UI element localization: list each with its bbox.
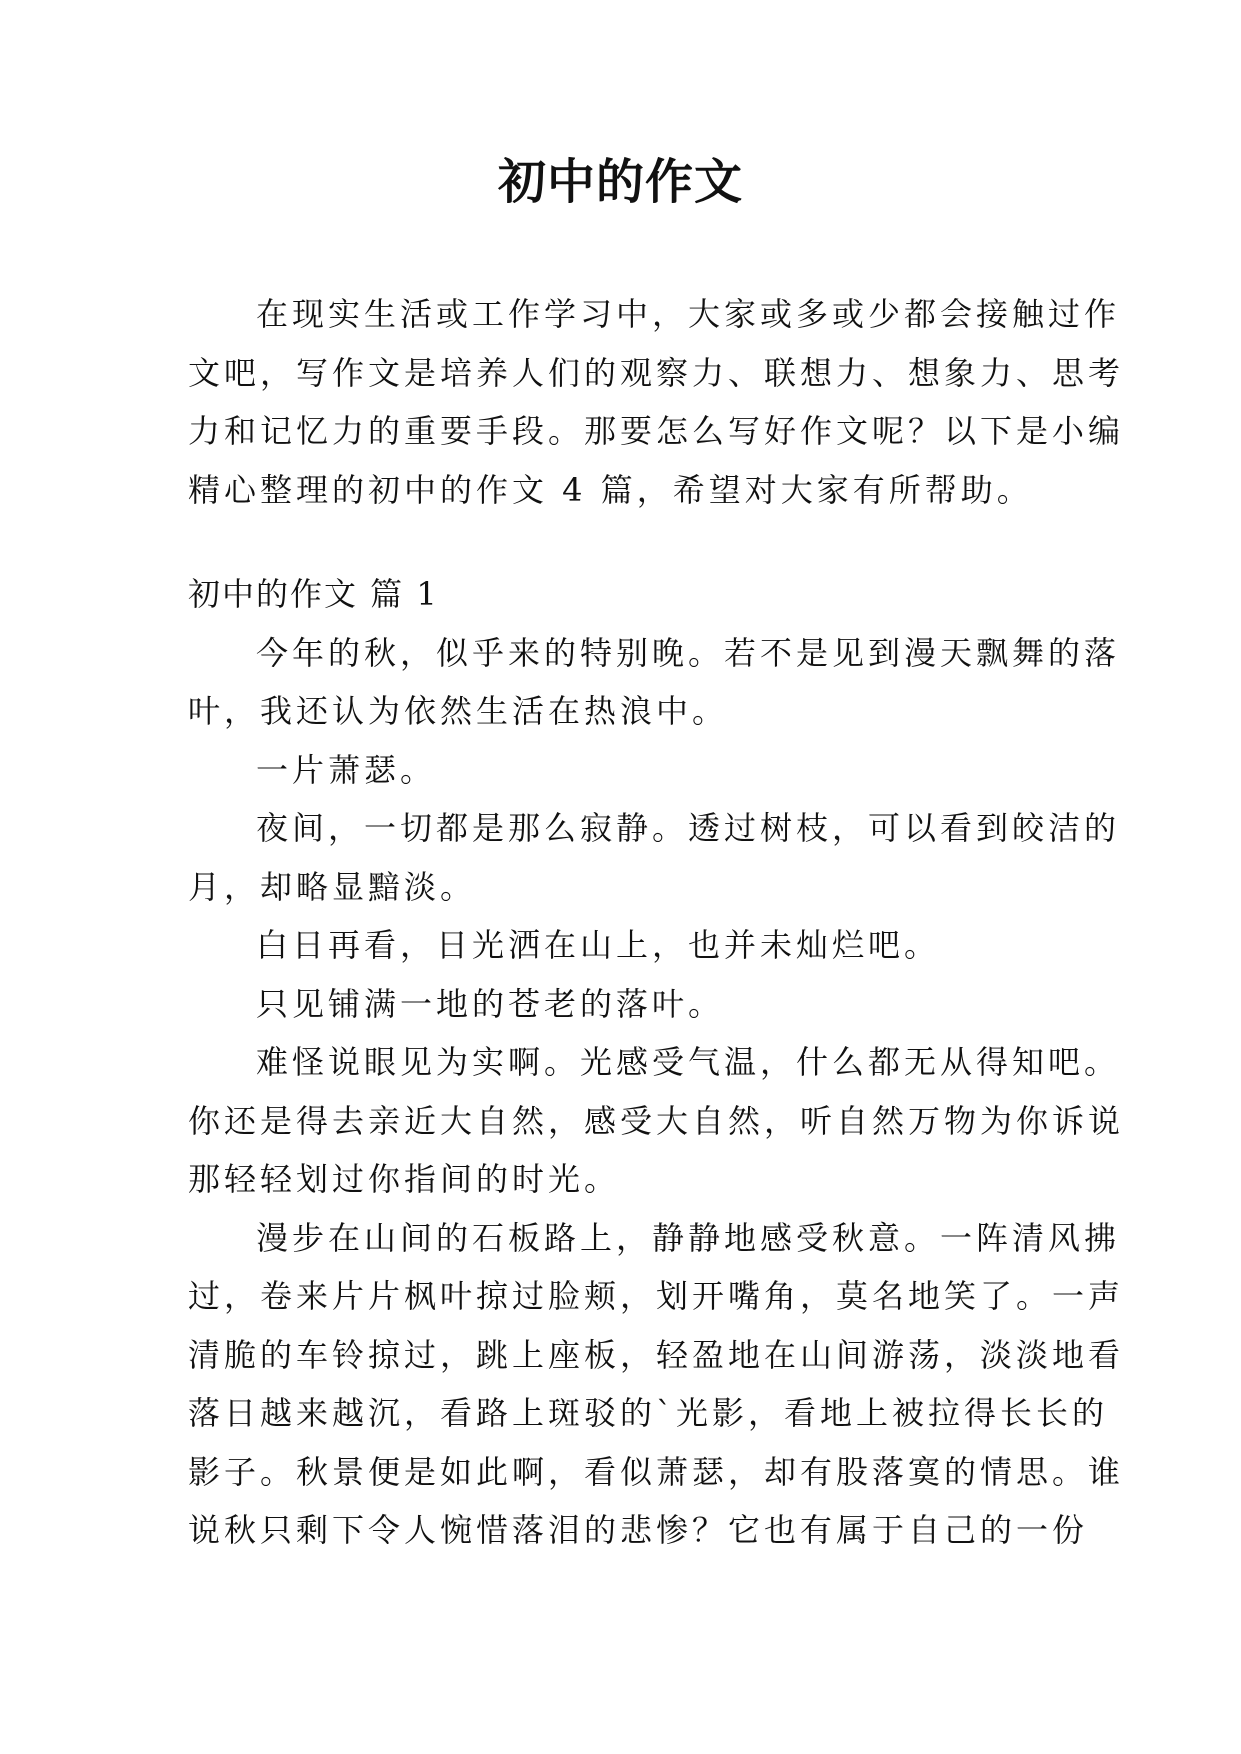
paragraph [188,916,1058,975]
paragraph-line: 落日越来越沉，看路上斑驳的`光影，看地上被拉得长长的 [188,1394,1109,1432]
paragraph-line: 在现实生活或工作学习中，大家或多或少都会接触过作 [256,295,1121,333]
paragraph-line: 影子。秋景便是如此啊，看似萧瑟，却有股落寞的情思。谁 [188,1452,1125,1491]
paragraph-line: 你还是得去亲近大自然，感受大自然，听自然万物为你诉说 [188,1101,1125,1140]
paragraph [188,741,1058,800]
paragraph-line: 过，卷来片片枫叶掠过脸颊，划开嘴角，莫名地笑了。一声 [188,1277,1125,1315]
paragraph [188,799,1121,916]
paragraph-line: 叶，我还认为依然生活在热浪中。 [188,692,729,730]
paragraph-line: 夜间，一切都是那么寂静。透过树枝，可以看到皎洁的 [256,809,1121,847]
paragraph-line: 一片萧瑟。 [256,750,437,789]
paragraph-line: 白日再看，日光洒在山上，也并未灿烂吧。 [256,926,941,964]
paragraph [188,1209,1125,1560]
paragraph [188,975,1058,1034]
paragraph-line: 说秋只剩下令人惋惜落泪的悲惨？它也有属于自己的一份 [188,1511,1089,1549]
paragraph-line: 力和记忆力的重要手段。那要怎么写好作文呢？以下是小编 [188,412,1125,450]
paragraph-line: 只见铺满一地的苍老的落叶。 [256,984,725,1023]
paragraph-line: 文吧，写作文是培养人们的观察力、联想力、想象力、思考 [188,353,1125,392]
paragraph-line: 难怪说眼见为实啊。光感受气温，什么都无从得知吧。 [256,1043,1121,1081]
paragraph-line: 漫步在山间的石板路上，静静地感受秋意。一阵清风拂 [256,1218,1121,1257]
intro-paragraph [188,285,1125,519]
section-heading: 初中的作文 篇 1 [188,575,439,613]
document-body [188,285,1125,1560]
document-title: 初中的作文 [497,154,743,210]
paragraph-line: 今年的秋，似乎来的特别晚。若不是见到漫天飘舞的落 [256,633,1121,672]
spacer [188,519,1058,565]
paragraph-line: 月，却略显黯淡。 [188,867,477,906]
paragraph-line: 精心整理的初中的作文 4 篇，希望对大家有所帮助。 [188,470,1033,509]
paragraph [188,624,1121,741]
paragraph-line: 清脆的车铃掠过，跳上座板，轻盈地在山间游荡，淡淡地看 [188,1335,1125,1374]
paragraph [188,1033,1125,1209]
paragraph-line: 那轻轻划过你指间的时光。 [188,1160,621,1198]
